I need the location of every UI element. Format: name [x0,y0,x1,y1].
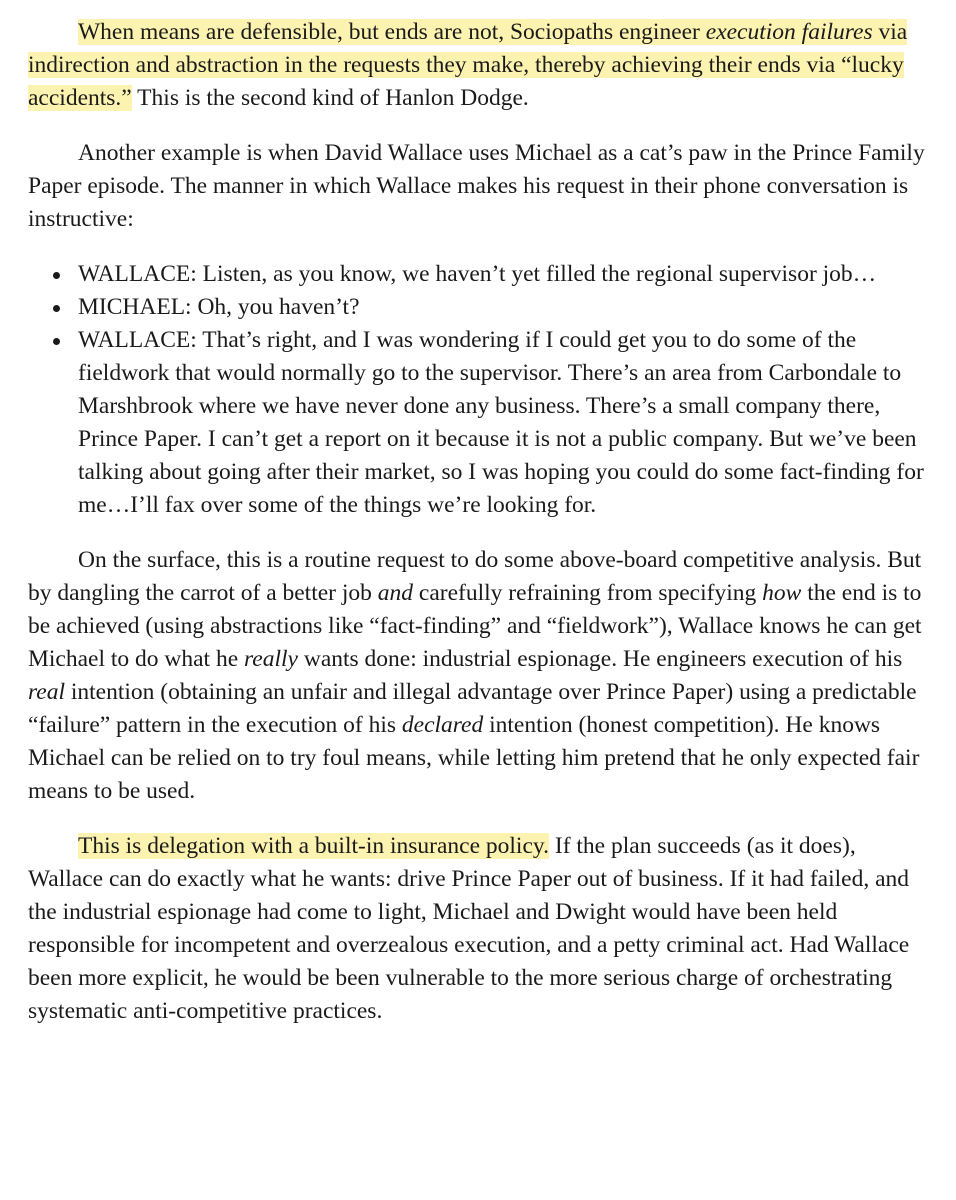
article-body [28,16,928,1050]
list-item: MICHAEL: Oh, you haven’t? [78,291,928,324]
dialogue-list [28,258,928,522]
paragraph-insurance-policy: This is delegation with a built-in insurance policy. If the plan succeeds (as it does), Wallace can do exactly what he wants: drive Prince Paper out of business. If it had failed, and the industrial espionage had come to light, Michael and Dwight would have been held responsible for incompetent and overzealous execution, and a petty criminal act. Had Wallace been more explicit, he would be been vulnerable to the more serious charge of orchestrating systematic anti-competitive practices. [28,833,910,1024]
paragraph-analysis: On the surface, this is a routine request to do some above-board competitive analysis. But by dangling the carrot of a better job and carefully refraining from specifying how the end is to be achieved (using abstractions like “fact-finding” and “fieldwork”), Wallace knows he can get Michael to do what he really wants done: industrial espionage. He engineers execution of his real intention (obtaining an unfair and illegal advantage over Prince Paper) using a predictable “failure” pattern in the execution of his declared intention (honest competition). He knows Michael can be relied on to try foul means, while letting him pretend that he only expected fair means to be used. [28,547,922,804]
list-item: WALLACE: That’s right, and I was wondering if I could get you to do some of the fieldwork that would normally go to the supervisor. There’s an area from Carbondale to Marshbrook where we have never done any business. There’s a small company there, Prince Paper. I can’t get a report on it because it is not a public company. But we’ve been talking about going after their market, so I was hoping you could do some fact-finding for me…I’ll fax over some of the things we’re looking for. [78,324,928,522]
bullet-icon [53,305,60,312]
paragraph-wallace-example: Another example is when David Wallace uses Michael as a cat’s paw in the Prince Family Paper episode. The manner in which Wallace makes his request in their phone conversation is instructive: [28,140,925,232]
list-item: WALLACE: Listen, as you know, we haven’t yet filled the regional supervisor job… [78,258,928,291]
paragraph-hanlon-dodge: When means are defensible, but ends are not, Sociopaths engineer execution failures via indirection and abstraction in the requests they make, thereby achieving their ends via “lucky accidents.” This is the second kind of Hanlon Dodge. [28,19,908,111]
highlighted-passage: This is delegation with a built-in insurance policy. [78,833,549,859]
highlighted-passage: When means are defensible, but ends are not, Sociopaths engineer execution failures via indirection and abstraction in the requests they make, thereby achieving their ends via “lucky accidents.” [28,19,908,111]
bullet-icon [53,272,60,279]
bullet-icon [53,338,60,345]
